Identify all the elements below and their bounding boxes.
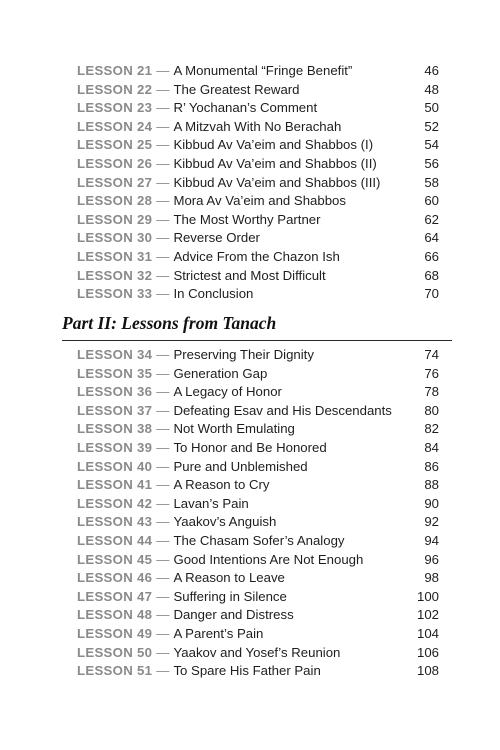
- lesson-number: LESSON 41: [77, 477, 153, 493]
- lesson-number: LESSON 36: [77, 384, 153, 400]
- em-dash-separator: —: [156, 365, 170, 381]
- lesson-number: LESSON 35: [77, 365, 153, 381]
- lesson-number: LESSON 48: [77, 607, 153, 623]
- lesson-title: Defeating Esav and His Descendants: [173, 402, 392, 418]
- page-number: 74: [424, 347, 439, 362]
- page-number: 96: [424, 551, 439, 567]
- page-number: 78: [424, 384, 439, 400]
- lesson-number: LESSON 22: [77, 81, 153, 97]
- em-dash-separator: —: [156, 63, 170, 78]
- lesson-number: LESSON 40: [77, 458, 153, 474]
- lesson-number: LESSON 43: [77, 514, 153, 530]
- lesson-title: To Spare His Father Pain: [173, 663, 321, 679]
- em-dash-separator: —: [156, 267, 170, 283]
- toc-entry: [77, 99, 439, 118]
- lesson-number: LESSON 25: [77, 137, 153, 153]
- lesson-number: LESSON 49: [77, 625, 153, 641]
- lesson-title: A Monumental “Fringe Benefit”: [173, 63, 353, 78]
- lesson-number: LESSON 44: [77, 532, 153, 548]
- page-number: 62: [424, 211, 439, 227]
- lesson-title: A Reason to Leave: [173, 570, 285, 586]
- lesson-title: To Honor and Be Honored: [173, 439, 327, 455]
- toc-entry: [77, 285, 439, 304]
- em-dash-separator: —: [156, 100, 170, 116]
- page-number: 100: [416, 588, 439, 604]
- toc-entry: [77, 402, 439, 421]
- em-dash-separator: —: [156, 532, 170, 548]
- em-dash-separator: —: [156, 644, 170, 660]
- em-dash-separator: —: [156, 495, 170, 511]
- toc-entry: [77, 192, 439, 211]
- em-dash-separator: —: [156, 402, 170, 418]
- toc-entry: [77, 513, 439, 532]
- em-dash-separator: —: [156, 625, 170, 641]
- toc-entry: [77, 383, 439, 402]
- page-number: 58: [424, 174, 439, 190]
- toc-entry: [77, 606, 439, 625]
- page-number: 90: [424, 495, 439, 511]
- em-dash-separator: —: [156, 458, 170, 474]
- page-number: 98: [424, 570, 439, 586]
- em-dash-separator: —: [156, 81, 170, 97]
- page-number: 54: [424, 137, 439, 153]
- page-number: 52: [424, 118, 439, 134]
- page-number: 104: [416, 625, 439, 641]
- lesson-title: Danger and Distress: [173, 607, 294, 623]
- toc-entry: [77, 62, 439, 81]
- lesson-number: LESSON 51: [77, 663, 153, 679]
- lesson-title: The Most Worthy Partner: [173, 211, 321, 227]
- lesson-title: The Greatest Reward: [173, 81, 300, 97]
- em-dash-separator: —: [156, 570, 170, 586]
- toc-entry: [77, 174, 439, 193]
- page-number: 60: [424, 193, 439, 209]
- lesson-title: Lavan’s Pain: [173, 495, 249, 511]
- lesson-number: LESSON 21: [77, 63, 153, 78]
- page-number: 76: [424, 365, 439, 381]
- toc-entry: [77, 420, 439, 439]
- page-number: 50: [424, 100, 439, 116]
- toc-entry: [77, 365, 439, 384]
- page-number: 92: [424, 514, 439, 530]
- lesson-title: Reverse Order: [173, 230, 260, 246]
- toc-entry: [77, 136, 439, 155]
- em-dash-separator: —: [156, 421, 170, 437]
- page-number: 108: [416, 663, 439, 679]
- em-dash-separator: —: [156, 155, 170, 171]
- toc-entry: [77, 439, 439, 458]
- toc-entry: [77, 229, 439, 248]
- lesson-number: LESSON 29: [77, 211, 153, 227]
- lesson-number: LESSON 24: [77, 118, 153, 134]
- lesson-number: LESSON 39: [77, 439, 153, 455]
- lesson-title: Pure and Unblemished: [173, 458, 308, 474]
- em-dash-separator: —: [156, 439, 170, 455]
- em-dash-separator: —: [156, 193, 170, 209]
- lesson-title: A Mitzvah With No Berachah: [173, 118, 342, 134]
- lesson-number: LESSON 37: [77, 402, 153, 418]
- lesson-number: LESSON 46: [77, 570, 153, 586]
- page-number: 66: [424, 248, 439, 264]
- toc-entry: [77, 551, 439, 570]
- lesson-title: R’ Yochanan’s Comment: [173, 100, 318, 116]
- em-dash-separator: —: [156, 286, 170, 302]
- lesson-number: LESSON 42: [77, 495, 153, 511]
- lesson-title: In Conclusion: [173, 286, 254, 302]
- toc-entry: [77, 81, 439, 100]
- toc-entry: [77, 569, 439, 588]
- page-number: 106: [416, 644, 439, 660]
- em-dash-separator: —: [156, 137, 170, 153]
- lesson-title: Advice From the Chazon Ish: [173, 248, 340, 264]
- page-number: 46: [424, 63, 439, 78]
- lesson-number: LESSON 31: [77, 248, 153, 264]
- lesson-number: LESSON 33: [77, 286, 153, 302]
- toc-entry: [77, 248, 439, 267]
- em-dash-separator: —: [156, 211, 170, 227]
- lesson-title: Not Worth Emulating: [173, 421, 295, 437]
- lesson-title: Suffering in Silence: [173, 588, 287, 604]
- page-number: 86: [424, 458, 439, 474]
- lesson-number: LESSON 47: [77, 588, 153, 604]
- em-dash-separator: —: [156, 551, 170, 567]
- lesson-title: Mora Av Va’eim and Shabbos: [173, 193, 346, 209]
- lesson-number: LESSON 50: [77, 644, 153, 660]
- lesson-number: LESSON 23: [77, 100, 153, 116]
- em-dash-separator: —: [156, 230, 170, 246]
- page-number: 80: [424, 402, 439, 418]
- lesson-title: A Parent’s Pain: [173, 625, 264, 641]
- page-number: 102: [416, 607, 439, 623]
- lesson-number: LESSON 30: [77, 230, 153, 246]
- lesson-title: Preserving Their Dignity: [173, 347, 314, 362]
- lesson-title: Yaakov’s Anguish: [173, 514, 277, 530]
- toc-entry: [77, 495, 439, 514]
- lesson-title: Generation Gap: [173, 365, 268, 381]
- em-dash-separator: —: [156, 174, 170, 190]
- em-dash-separator: —: [156, 118, 170, 134]
- lesson-number: LESSON 34: [77, 347, 153, 362]
- lesson-title: The Chasam Sofer’s Analogy: [173, 532, 345, 548]
- part2-title: Part II: Lessons from Tanach: [62, 313, 277, 333]
- em-dash-separator: —: [156, 607, 170, 623]
- em-dash-separator: —: [156, 347, 170, 362]
- lesson-number: LESSON 28: [77, 193, 153, 209]
- page-number: 70: [424, 286, 439, 302]
- toc-entry: [77, 662, 439, 681]
- em-dash-separator: —: [156, 477, 170, 493]
- lesson-number: LESSON 27: [77, 174, 153, 190]
- em-dash-separator: —: [156, 663, 170, 679]
- lesson-title: Strictest and Most Difficult: [173, 267, 326, 283]
- page-number: 94: [424, 532, 439, 548]
- page-number: 48: [424, 81, 439, 97]
- lesson-number: LESSON 45: [77, 551, 153, 567]
- page-number: 84: [424, 439, 439, 455]
- lesson-title: Kibbud Av Va’eim and Shabbos (I): [173, 137, 374, 153]
- page-number: 68: [424, 267, 439, 283]
- lesson-number: LESSON 38: [77, 421, 153, 437]
- lesson-title: Yaakov and Yosef’s Reunion: [173, 644, 341, 660]
- toc-entry: [77, 118, 439, 137]
- toc-entry: [77, 267, 439, 286]
- em-dash-separator: —: [156, 248, 170, 264]
- page-number: 88: [424, 477, 439, 493]
- lesson-number: LESSON 26: [77, 155, 153, 171]
- part2-header: [62, 313, 452, 341]
- page-number: 64: [424, 230, 439, 246]
- lesson-number: LESSON 32: [77, 267, 153, 283]
- lesson-title: A Legacy of Honor: [173, 384, 282, 400]
- em-dash-separator: —: [156, 384, 170, 400]
- toc-entry: [77, 458, 439, 477]
- part2-lesson-list: [77, 346, 439, 681]
- page-number: 56: [424, 155, 439, 171]
- toc-entry: [77, 644, 439, 663]
- em-dash-separator: —: [156, 588, 170, 604]
- toc-entry: [77, 155, 439, 174]
- lesson-title: Kibbud Av Va’eim and Shabbos (II): [173, 155, 377, 171]
- toc-entry: [77, 532, 439, 551]
- part1-lesson-list: [77, 62, 439, 304]
- lesson-title: A Reason to Cry: [173, 477, 270, 493]
- toc-entry: [77, 625, 439, 644]
- toc-entry: [77, 588, 439, 607]
- lesson-title: Kibbud Av Va’eim and Shabbos (III): [173, 174, 381, 190]
- toc-entry: [77, 211, 439, 230]
- toc-entry: [77, 346, 439, 365]
- em-dash-separator: —: [156, 514, 170, 530]
- lesson-title: Good Intentions Are Not Enough: [173, 551, 364, 567]
- toc-entry: [77, 476, 439, 495]
- page-number: 82: [424, 421, 439, 437]
